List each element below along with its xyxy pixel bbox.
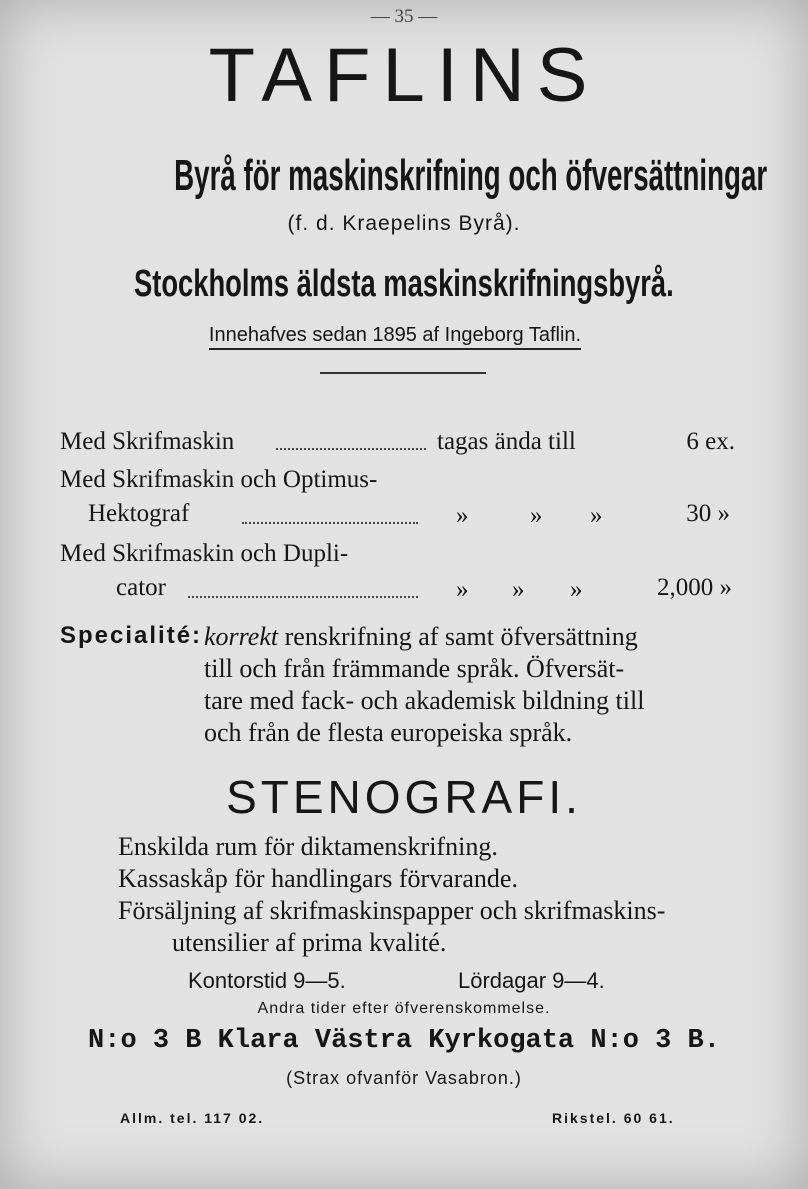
feature-line-4: utensilier af prima kvalité.: [172, 928, 447, 957]
location-note: (Strax ofvanför Vasabron.): [286, 1068, 522, 1088]
price-row-2-col2: »: [530, 502, 543, 529]
feature-line-1: Enskilda rum för diktamenskrifning.: [118, 832, 498, 861]
company-subtitle-text: Byrå för maskinskrifning och öfversättningar: [174, 151, 768, 200]
oldest-claim: [0, 262, 808, 306]
page-number: — 35 —: [370, 6, 438, 27]
specialty-line-4: och från de flesta europeiska språk.: [204, 718, 573, 747]
allm-telephone: Allm. tel. 117 02.: [120, 1110, 265, 1126]
price-row-3-label-cont: cator: [116, 574, 166, 601]
price-row-3-value: 2,000 »: [657, 574, 732, 601]
oldest-claim-text: Stockholms äldsta maskinskrifningsbyrå.: [134, 263, 674, 305]
specialty-emphasis: korrekt: [204, 622, 279, 651]
price-row-2-label: Med Skrifmaskin och Optimus-: [60, 466, 378, 493]
divider: [320, 372, 486, 374]
office-hours: Kontorstid 9—5.: [188, 968, 346, 993]
specialty-line-3: tare med fack- och akademisk bildning till: [204, 686, 645, 715]
price-row-3-col1: »: [456, 576, 469, 603]
price-row-label-text: Med Skrifmaskin: [60, 428, 235, 455]
price-row-1-value: 6 ex.: [686, 428, 735, 455]
riks-telephone: Rikstel. 60 61.: [552, 1110, 675, 1126]
feature-line-2: Kassaskåp för handlingars förvarande.: [118, 864, 518, 893]
price-row-1-label: [60, 428, 234, 456]
price-row-2-col3: »: [590, 502, 603, 529]
price-row-2-label-cont: Hektograf: [88, 500, 190, 527]
leader-dots: [242, 518, 418, 522]
price-row-3-col3: »: [570, 576, 583, 603]
price-row-2-value: 30 »: [686, 500, 730, 527]
formerly-note: (f. d. Kraepelins Byrå).: [287, 212, 521, 235]
owner-line-text: Innehafves sedan 1895 af Ingeborg Taflin.: [209, 324, 581, 350]
price-row-3-col2: »: [512, 576, 525, 603]
price-row-3-label: Med Skrifmaskin och Dupli-: [60, 540, 349, 567]
leader-dots: [276, 444, 426, 448]
feature-line-3: Försäljning af skrifmaskinspapper och skrifmaskins-: [118, 896, 666, 925]
specialty-label: Specialité:: [60, 622, 203, 649]
leader-dots: [188, 592, 418, 596]
specialty-line-2: till och från främmande språk. Öfversät-: [204, 654, 625, 683]
company-subtitle: [0, 150, 808, 201]
stenography-title: STENOGRAFI.: [226, 771, 582, 823]
specialty-line-1: [204, 622, 638, 652]
owner-line: [0, 324, 790, 347]
price-row-1-col1: tagas ända till: [437, 428, 576, 455]
saturday-hours: Lördagar 9—4.: [458, 968, 605, 993]
other-times: Andra tider efter öfverenskommelse.: [257, 1000, 551, 1017]
price-row-2-col1: »: [456, 502, 469, 529]
street-address: N:o 3 B Klara Västra Kyrkogata N:o 3 B.: [88, 1026, 720, 1056]
specialty-line-text: renskrifning af samt öfversättning: [284, 622, 638, 651]
company-title: TAFLINS: [208, 33, 600, 118]
